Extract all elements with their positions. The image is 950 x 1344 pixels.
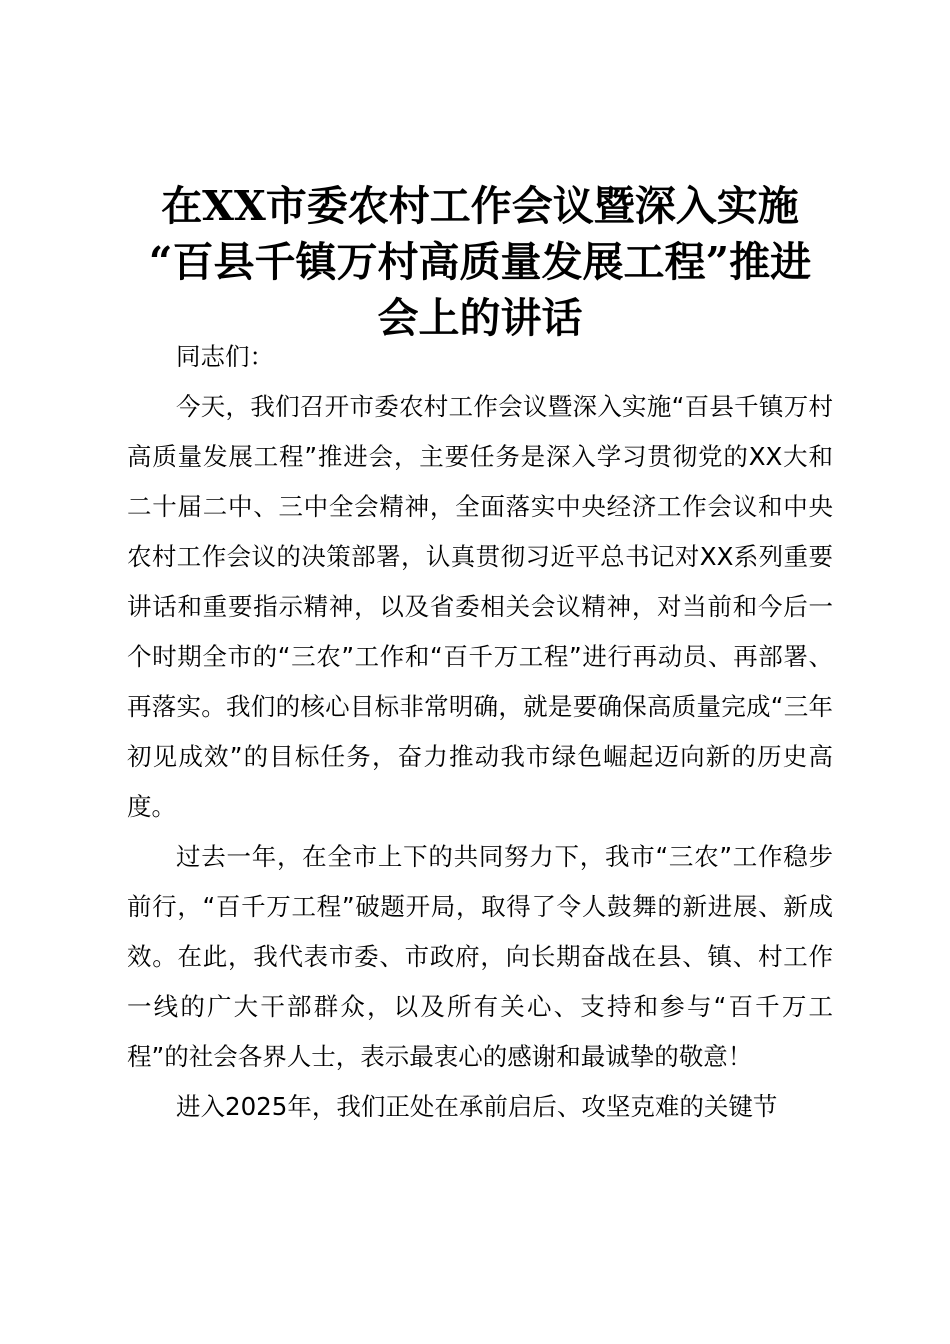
salutation: 同志们： (176, 342, 274, 371)
speech-body (127, 332, 833, 1132)
title-line-1: 在XX市委农村工作会议暨深入实施 (161, 182, 799, 230)
title-line-2: “百县千镇万村高质量发展工程”推进 (148, 238, 812, 286)
body-paragraph-2: 过去一年，在全市上下的共同努力下，我市“三农”工作稳步前行，“百千万工程”破题开局，取得了令人鼓舞的新进展、新成效。在此，我代表市委、市政府，向长期奋战在县、镇、村工作一线的广大干部群众，以及所有关心、支持和参与“百千万工程”的社会各界人士，表示最衷心的感谢和最诚挚的敬意！ (127, 842, 833, 1071)
title-line-3: 会上的讲话 (377, 294, 583, 342)
speech-title (120, 178, 840, 346)
body-paragraph-1: 今天，我们召开市委农村工作会议暨深入实施“百县千镇万村高质量发展工程”推进会，主要任务是深入学习贯彻党的XX大和二十届二中、三中全会精神，全面落实中央经济工作会议和中央农村工作会议的决策部署，认真贯彻习近平总书记对XX系列重要讲话和重要指示精神，以及省委相关会议精神，对当前和今后一个时期全市的“三农”工作和“百千万工程”进行再动员、再部署、再落实。我们的核心目标非常明确，就是要确保高质量完成“三年初见成效”的目标任务，奋力推动我市绿色崛起迈向新的历史高度。 (127, 392, 833, 821)
body-paragraph-3: 进入2025年，我们正处在承前启后、攻坚克难的关键节 (176, 1092, 778, 1121)
